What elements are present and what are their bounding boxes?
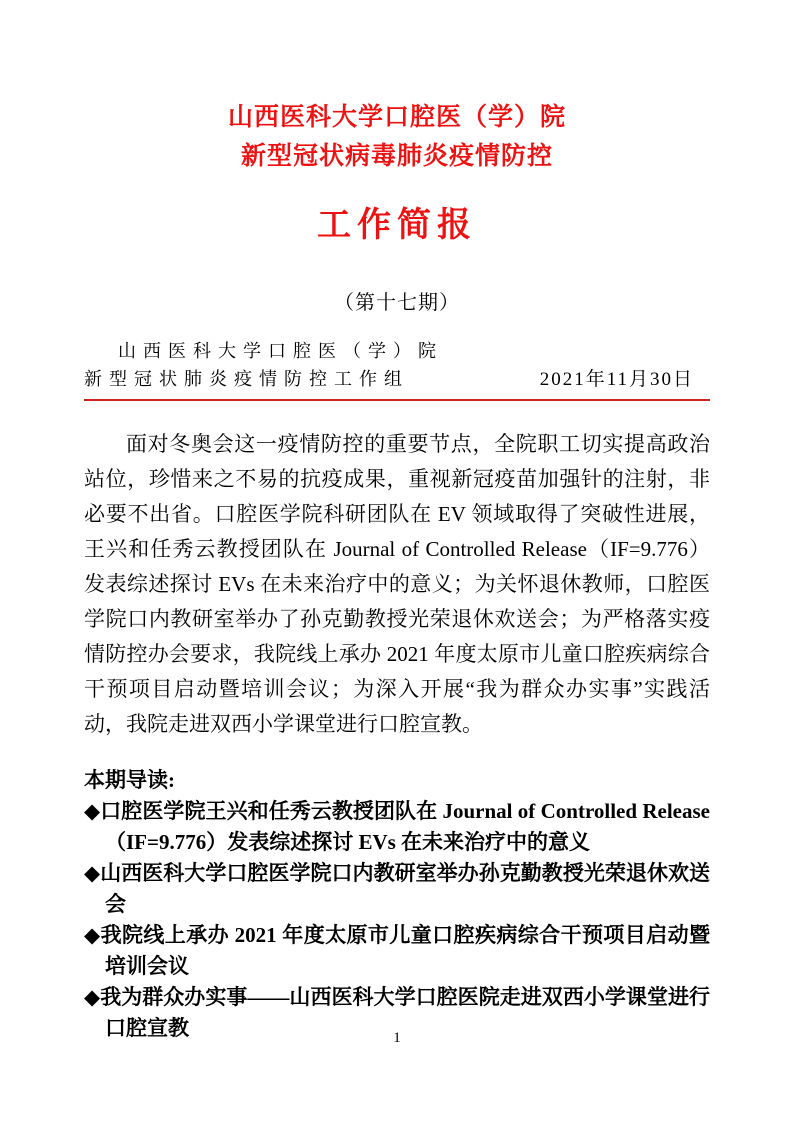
masthead <box>84 337 710 401</box>
masthead-row <box>84 365 710 394</box>
bulletin-title: 工作简报 <box>317 207 477 244</box>
document-header <box>84 98 710 317</box>
summary-paragraph: 面对冬奥会这一疫情防控的重要节点，全院职工切实提高政治站位，珍惜来之不易的抗疫成果，重视新冠疫苗加强针的注射，非必要不出省。口腔医学院科研团队在 EV 领域取得了突破性进展，王兴和任秀云教授团队在 Journal of Controlled Release（IF=9.776）发表综述探讨 EVs 在未来治疗中的意义；为关怀退休教师，口腔医学院口内教研室举办了孙克勤教授光荣退休欢送会；为严格落实疫情防控办会要求，我院线上承办 2021 年度太原市儿童口腔疾病综合干预项目启动暨培训会议；为深入开展“我为群众办实事”实践活动，我院走进双西小学课堂进行口腔宣教。 <box>84 432 710 736</box>
digest-item <box>84 920 710 982</box>
issue-number: （第十七期） <box>334 292 460 314</box>
digest-item-text: 我为群众办实事——山西医科大学口腔医院走进双西小学课堂进行口腔宣教 <box>100 985 710 1040</box>
org-title-line2: 新型冠状病毒肺炎疫情防控 <box>240 143 553 170</box>
diamond-bullet-icon: ◆ <box>84 861 101 885</box>
digest-heading: 本期导读: <box>84 768 175 792</box>
digest-section <box>84 765 710 1044</box>
digest-item-text: 口腔医学院王兴和任秀云教授团队在 Journal of Controlled Release（IF=9.776）发表综述探讨 EVs 在未来治疗中的意义 <box>100 799 710 854</box>
document-content <box>84 0 710 1044</box>
masthead-org-line1: 山西医科大学口腔医（学）院 <box>118 341 443 361</box>
org-title-line1: 山西医科大学口腔医（学）院 <box>227 104 566 131</box>
diamond-bullet-icon: ◆ <box>84 985 101 1009</box>
diamond-bullet-icon: ◆ <box>84 923 101 947</box>
diamond-bullet-icon: ◆ <box>84 799 101 823</box>
digest-item-text: 我院线上承办 2021 年度太原市儿童口腔疾病综合干预项目启动暨培训会议 <box>100 923 710 978</box>
masthead-date: 2021年11月30日 <box>539 369 694 390</box>
page-number: 1 <box>393 1030 401 1046</box>
digest-item-text: 山西医科大学口腔医学院口内教研室举办孙克勤教授光荣退休欢送会 <box>100 861 710 916</box>
masthead-org-line2: 新型冠状肺炎疫情防控工作组 <box>84 369 409 389</box>
digest-item <box>84 796 710 858</box>
digest-item <box>84 858 710 920</box>
